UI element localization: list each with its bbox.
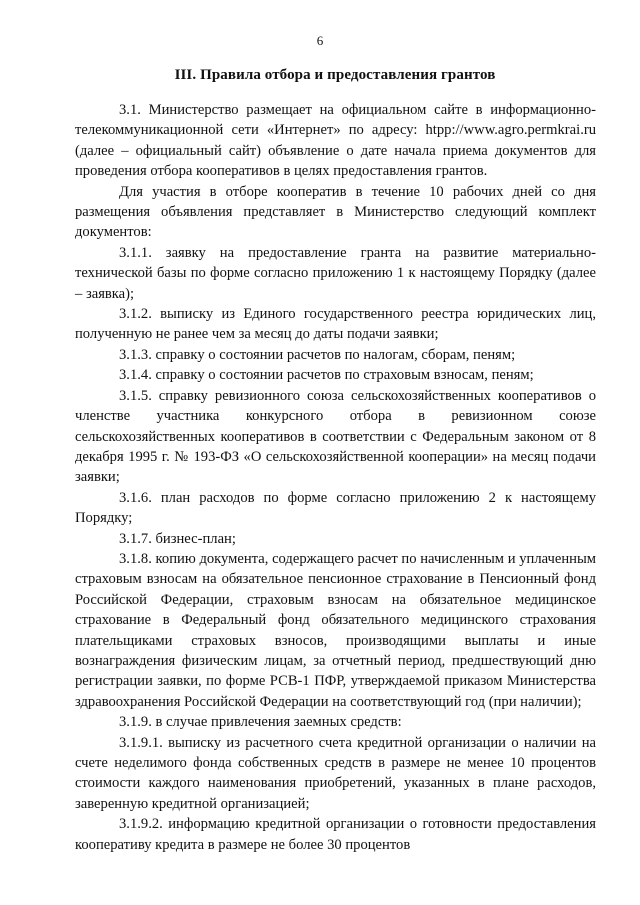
paragraph-3-1-8: 3.1.8. копию документа, содержащего расчет по начисленным и уплаченным страховым взносам на обязательное пенсионное страхование в Пенсионный фонд Российской Федерации, страховым взносам на обязательное медицинское страхование в Федеральный фонд обязательного медицинского страхования плательщиками страховых взносов, производящими выплаты и иные вознаграждения физическим лицам, за отчетный период, предшествующий дню регистрации заявки, по форме РСВ-1 ПФР, утверждаемой приказом Министерства здравоохранения Российской Федерации на соответствующий год (при наличии); (75, 550, 596, 710)
paragraph-3-1-5: 3.1.5. справку ревизионного союза сельскохозяйственных кооперативов о членстве участника конкурсного отбора в ревизионном союзе сельскохозяйственных кооперативов в соответствии с Федеральным законом от 8 декабря 1995 г. № 193-ФЗ «О сельскохозяйственной кооперации» на месяц подачи заявки; (75, 387, 596, 486)
paragraph-participation: Для участия в отборе кооператив в течение 10 рабочих дней со дня размещения объявления представляет в Министерство следующий комплект документов: (75, 183, 596, 241)
paragraph-3-1-3: 3.1.3. справку о состоянии расчетов по налогам, сборам, пеням; (119, 346, 516, 363)
paragraph-3-1-2: 3.1.2. выписку из Единого государственного реестра юридических лиц, полученную не ранее чем за месяц до даты подачи заявки; (75, 306, 596, 343)
document-body (75, 100, 596, 855)
paragraph-3-1: 3.1. Министерство размещает на официальном сайте в информационно-телекоммуникационной сети «Интернет» по адресу: htpp://www.agro.permkrai.ru (далее – официальный сайт) объявление о дате начала приема документов для проведения отбора кооперативов в целях предоставления грантов. (75, 102, 596, 180)
paragraph-3-1-7: 3.1.7. бизнес-план; (119, 530, 236, 547)
paragraph-3-1-6: 3.1.6. план расходов по форме согласно приложению 2 к настоящему Порядку; (75, 489, 596, 527)
paragraph-3-1-9-1: 3.1.9.1. выписку из расчетного счета кредитной организации о наличии на счете неделимого фонда собственных средств в размере не менее 10 процентов стоимости каждого наименования приобретений, указанных в плане расходов, заверенную кредитной организацией; (75, 734, 596, 812)
page-number: 6 (316, 33, 324, 48)
section-heading: III. Правила отбора и предоставления грантов (174, 67, 496, 83)
paragraph-3-1-9: 3.1.9. в случае привлечения заемных средств: (119, 714, 402, 731)
paragraph-3-1-9-2: 3.1.9.2. информацию кредитной организации о готовности предоставления кооперативу кредита в размере не более 30 процентов (75, 816, 596, 853)
paragraph-3-1-1: 3.1.1. заявку на предоставление гранта на развитие материально-технической базы по форме согласно приложению 1 к настоящему Порядку (далее – заявка); (75, 244, 596, 302)
paragraph-3-1-4: 3.1.4. справку о состоянии расчетов по страховым взносам, пеням; (119, 367, 534, 384)
